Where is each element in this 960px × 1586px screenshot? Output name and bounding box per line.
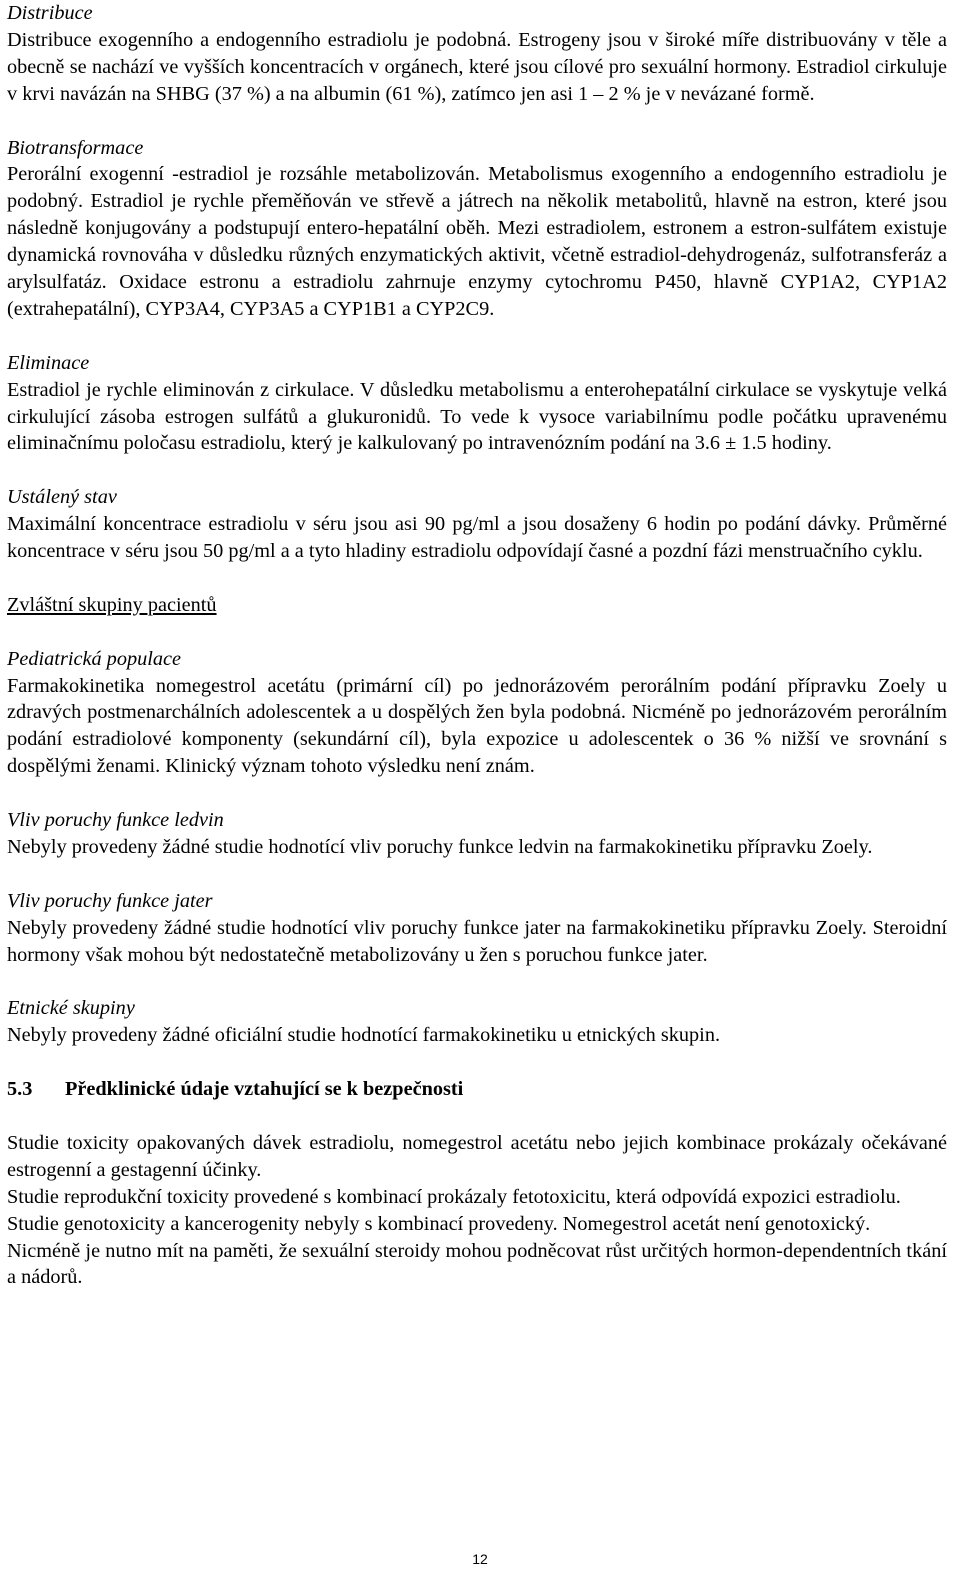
eliminace-text: Estradiol je rychle eliminován z cirkulace. V důsledku metabolismu a enterohepatální cirkulace se vyskytuje velká cirkulující zásoba estrogen sulfátů a glukuronidů. To vede k vysoce variabilnímu podle počátku upravenému eliminačnímu poločasu estradiolu, který je kalkulovaný po intravenózním podání na 3.6 ± 1.5 hodiny.	[7, 378, 947, 455]
distribuce-heading: Distribuce	[7, 2, 93, 24]
ledviny-heading: Vliv poruchy funkce ledvin	[7, 809, 224, 832]
biotransformace-heading: Biotransformace	[7, 136, 144, 159]
eliminace-heading: Eliminace	[7, 351, 90, 374]
pediatricka-heading: Pediatrická populace	[7, 647, 182, 670]
biotransformace-text: Perorální exogenní -estradiol je rozsáhle metabolizován. Metabolismus exogenního a endogenního estradiolu je podobný. Estradiol je rychle přeměňován ve střevě a játrech na několik metabolitů, hlavně na estron, které jsou následně konjugovány a podstupují entero-hepatální oběh. Mezi estradiolem, estronem a estron-sulfátem existuje dynamická rovnováha v důsledku různých enzymatických aktivit, včetně estradiol-dehydrogenáz, sulfotransferáz a arylsulfatáz. Oxidace estronu a estradiolu zahrnuje enzymy cytochromu P450, hlavně CYP1A2, CYP1A2 (extrahepatální), CYP3A4, CYP3A5 a CYP1B1 a CYP2C9.	[7, 163, 947, 320]
ustaleny-stav-text: Maximální koncentrace estradiolu v séru jsou asi 90 pg/ml a jsou dosaženy 6 hodin po podání dávky. Průměrné koncentrace v séru jsou 50 pg/ml a a tyto hladiny estradiolu odpovídají časné a pozdní fázi menstruačního cyklu.	[7, 513, 947, 563]
preclinical-paragraph-2: Studie reprodukční toxicity provedené s kombinací prokázaly fetotoxicitu, která odpovídá expozici estradiolu.	[7, 1185, 901, 1208]
etnicke-text: Nebyly provedeny žádné oficiální studie hodnotící farmakokinetiku u etnických skupin.	[7, 1024, 721, 1047]
jater-heading: Vliv poruchy funkce jater	[7, 889, 213, 912]
preclinical-paragraph-4: Nicméně je nutno mít na paměti, že sexuální steroidy mohou podněcovat růst určitých hormon-dependentních tkání a nádorů.	[7, 1239, 947, 1289]
etnicke-heading: Etnické skupiny	[7, 997, 135, 1020]
section-number: 5.3	[7, 1078, 33, 1101]
section-title: Předklinické údaje vztahující se k bezpečnosti	[65, 1078, 464, 1101]
ledviny-text: Nebyly provedeny žádné studie hodnotící vliv poruchy funkce ledvin na farmakokinetiku přípravku Zoely.	[7, 836, 873, 858]
distribuce-text: Distribuce exogenního a endogenního estradiolu je podobná. Estrogeny jsou v široké míře distribuovány v těle a obecně se nachází ve vyšších koncentracích v orgánech, které jsou cílové pro sexuální hormony. Estradiol cirkuluje v krvi navázán na SHBG (37 %) a na albumin (61 %), zatímco jen asi 1 – 2 % je v nevázané formě.	[7, 28, 947, 105]
pediatricka-text: Farmakokinetika nomegestrol acetátu (primární cíl) po jednorázovém perorálním podání přípravku Zoely u zdravých postmenarchálních adolescentek a u dospělých žen byla podobná. Nicméně po jednorázovém perorálním podání estradiolové komponenty (sekundární cíl), byla expozice u adolescentek o 36 % nižší ve srovnání s dospělými ženami. Klinický význam tohoto výsledku není znám.	[7, 674, 947, 778]
jater-text: Nebyly provedeny žádné studie hodnotící vliv poruchy funkce jater na farmakokinetiku přípravku Zoely. Steroidní hormony však mohou být nedostatečně metabolizovány u žen s poruchou funkce jater.	[7, 916, 947, 966]
ustaleny-stav-heading: Ustálený stav	[7, 486, 117, 509]
page-number: 12	[472, 1551, 488, 1567]
zvlastni-skupiny-heading: Zvláštní skupiny pacientů	[7, 593, 217, 616]
document-page	[7, 0, 947, 1291]
section-5-3-heading	[7, 1076, 947, 1103]
preclinical-paragraph-3: Studie genotoxicity a kancerogenity nebyly s kombinací provedeny. Nomegestrol acetát není genotoxický.	[7, 1212, 871, 1235]
preclinical-paragraph-1: Studie toxicity opakovaných dávek estradiolu, nomegestrol acetátu nebo jejich kombinace prokázaly očekávané estrogenní a gestagenní účinky.	[7, 1131, 947, 1181]
